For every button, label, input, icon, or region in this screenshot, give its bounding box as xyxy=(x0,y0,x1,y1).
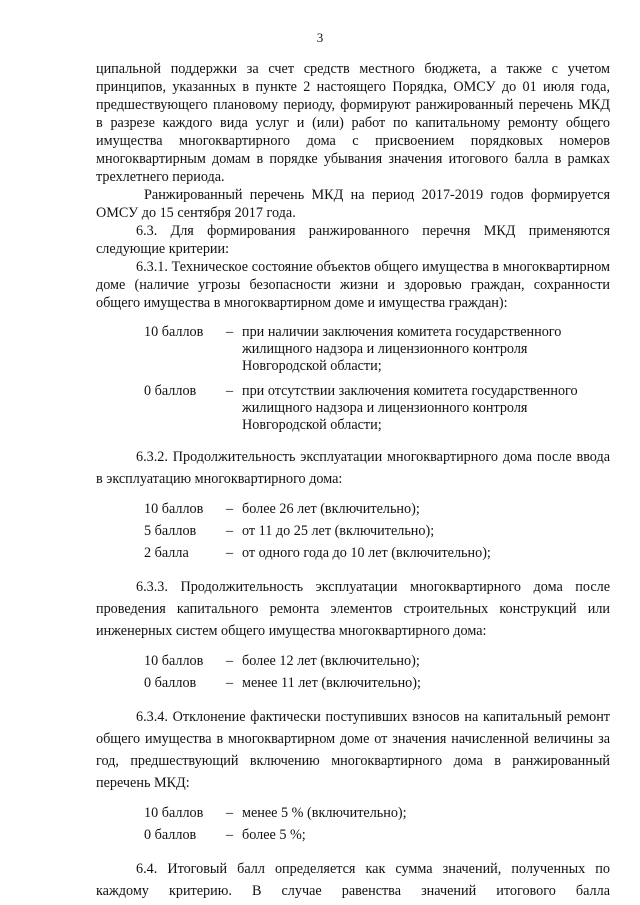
score-description: более 26 лет (включительно); xyxy=(242,501,420,517)
score-points: 0 баллов xyxy=(144,383,197,399)
score-row xyxy=(96,650,610,672)
score-points: 10 баллов xyxy=(144,653,204,669)
score-row xyxy=(96,672,610,694)
score-description: при отсутствии заключения комитета государственного жилищного надзора и лицензионного контроля Новгородской области; xyxy=(242,383,578,433)
paragraph-6-3-4: 6.3.4. Отклонение фактически поступивших взносов на капитальный ремонт общего имущества в многоквартирном доме от значения начисленной величины за год, предшествующий включению многоквартирного дома в ранжированный перечень МКД: xyxy=(96,709,610,791)
score-description: менее 11 лет (включительно); xyxy=(242,675,421,691)
paragraph-6-3-3: 6.3.3. Продолжительность эксплуатации многоквартирного дома после проведения капитального ремонта элементов строительных конструкций или инженерных систем общего имущества многоквартирного дома: xyxy=(96,579,610,639)
dash-mark: – xyxy=(226,324,234,340)
score-points: 5 баллов xyxy=(144,523,197,539)
dash-mark: – xyxy=(226,805,234,821)
score-points: 2 балла xyxy=(144,545,189,561)
page-number: 3 xyxy=(316,30,324,45)
dash-mark: – xyxy=(226,827,234,843)
dash-mark: – xyxy=(226,523,234,539)
score-points: 10 баллов xyxy=(144,805,204,821)
score-description: более 12 лет (включительно); xyxy=(242,653,420,669)
score-description: от одного года до 10 лет (включительно); xyxy=(242,545,491,561)
score-points: 10 баллов xyxy=(144,501,204,517)
score-description: при наличии заключения комитета государственного жилищного надзора и лицензионного контроля Новгородской области; xyxy=(242,324,562,374)
score-description: от 11 до 25 лет (включительно); xyxy=(242,523,435,539)
document-body xyxy=(96,60,610,902)
paragraph-6-4: 6.4. Итоговый балл определяется как сумма значений, полученных по каждому критерию. В случае равенства значений итогового балла xyxy=(96,861,610,899)
dash-mark: – xyxy=(226,383,234,399)
dash-mark: – xyxy=(226,501,234,517)
score-row xyxy=(96,520,610,542)
score-points: 0 баллов xyxy=(144,675,197,691)
dash-mark: – xyxy=(226,653,234,669)
score-row xyxy=(96,824,610,846)
score-row xyxy=(96,802,610,824)
paragraph-6-3-2: 6.3.2. Продолжительность эксплуатации многоквартирного дома после ввода в эксплуатацию многоквартирного дома: xyxy=(96,449,610,487)
paragraph-intro: ципальной поддержки за счет средств местного бюджета, а также с учетом принципов, указанных в пункте 2 настоящего Порядка, ОМСУ до 01 июля года, предшествующего плановому периоду, формируют ранжированный перечень МКД в разрезе каждого вида услуг и (или) работ по капитальному ремонту общего имущества многоквартирного дома с присвоением порядковых номеров многоквартирным домам в порядке убывания значения итогового балла в рамках трехлетнего периода. xyxy=(96,61,610,185)
score-row xyxy=(96,498,610,520)
score-points: 0 баллов xyxy=(144,827,197,843)
dash-mark: – xyxy=(226,545,234,561)
score-points: 10 баллов xyxy=(144,324,204,340)
dash-mark: – xyxy=(226,675,234,691)
paragraph-6-3: 6.3. Для формирования ранжированного перечня МКД применяются следующие критерии: xyxy=(96,223,610,257)
paragraph-6-3-1: 6.3.1. Техническое состояние объектов общего имущества в многоквартирном доме (наличие угрозы безопасности жизни и здоровью граждан, сохранности общего имущества в многоквартирном доме и имущества граждан): xyxy=(96,259,610,311)
paragraph-ranked-list-deadline: Ранжированный перечень МКД на период 2017-2019 годов формируется ОМСУ до 15 сентября 2017 года. xyxy=(96,187,610,221)
score-row xyxy=(96,324,610,375)
score-row xyxy=(96,383,610,434)
score-description: более 5 %; xyxy=(242,827,306,843)
score-row xyxy=(96,542,610,564)
score-description: менее 5 % (включительно); xyxy=(242,805,407,821)
